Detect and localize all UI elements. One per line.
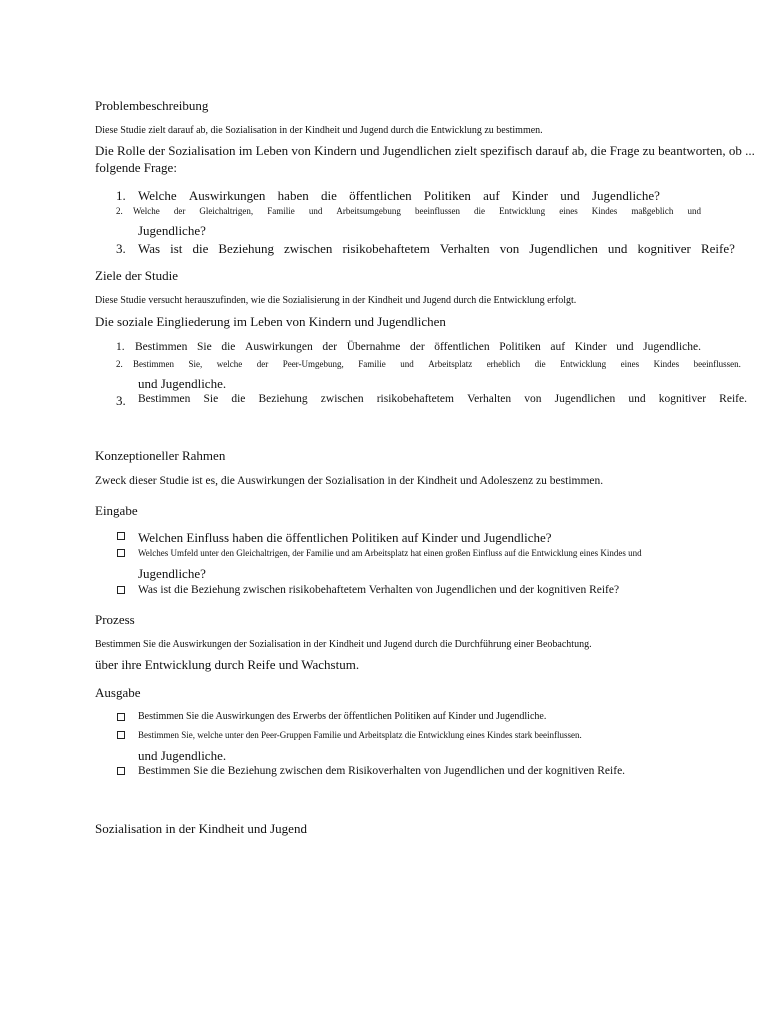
- word: die: [534, 359, 546, 369]
- word: beeinflussen.: [693, 359, 741, 369]
- word: von: [499, 241, 520, 256]
- word: die: [192, 241, 209, 256]
- process-line1: Bestimmen Sie die Auswirkungen der Sozialisation in der Kindheit und Jugend durch die Durchführung einer Beobachtung.: [95, 639, 592, 650]
- framework-intro: Zweck dieser Studie ist es, die Auswirkungen der Sozialisation in der Kindheit und Adoleszenz zu bestimmen.: [95, 475, 604, 487]
- word: Beziehung: [218, 241, 274, 256]
- word: maßgeblich: [631, 206, 674, 216]
- list-number: 2.: [116, 359, 123, 369]
- word: und: [560, 188, 580, 203]
- word: Bestimmen: [133, 359, 174, 369]
- input-item-1: Welchen Einfluss haben die öffentlichen Politiken auf Kinder und Jugendliche?: [138, 530, 552, 545]
- output-item-3: Bestimmen Sie die Beziehung zwischen dem Risikoverhalten von Jugendlichen und der kognitiven Reife.: [138, 765, 626, 777]
- word: haben: [277, 188, 309, 203]
- input-item-3: Was ist die Beziehung zwischen risikobehaftetem Verhalten von Jugendlichen und der kognitiven Reife?: [138, 584, 620, 596]
- list-number: 3.: [116, 393, 126, 408]
- word: risikobehaftetem: [342, 241, 430, 256]
- word: der: [173, 206, 186, 216]
- framework-heading: Konzeptioneller Rahmen: [95, 448, 226, 463]
- word: zwischen: [284, 241, 333, 256]
- word: Arbeitsplatz: [428, 359, 473, 369]
- word: die: [221, 341, 236, 353]
- word: Jugendliche?: [592, 188, 660, 203]
- goals-item-1: [135, 342, 701, 354]
- input-heading: Eingabe: [95, 503, 138, 518]
- word: die: [320, 188, 337, 203]
- word: Jugendlichen: [554, 393, 616, 405]
- output-item-2-continued: und Jugendliche.: [138, 748, 227, 763]
- problem-item-3: [138, 242, 735, 255]
- word: eines: [559, 206, 578, 216]
- list-number: 1.: [116, 341, 125, 353]
- word: Kinder: [574, 341, 607, 353]
- word: erheblich: [486, 359, 521, 369]
- word: Kinder: [511, 188, 549, 203]
- output-heading: Ausgabe: [95, 685, 141, 700]
- word: und: [308, 206, 323, 216]
- goals-item-2: [133, 360, 741, 369]
- problem-item-2-continued: Jugendliche?: [138, 223, 206, 238]
- word: ist: [170, 241, 183, 256]
- word: Verhalten: [439, 241, 490, 256]
- word: Auswirkungen: [188, 188, 266, 203]
- goals-intro: Diese Studie versucht herauszufinden, wie die Sozialisierung in der Kindheit und Jugend durch die Entwicklung erfolgt.: [95, 295, 577, 306]
- problem-line3: folgende Frage:: [95, 160, 177, 175]
- word: zwischen: [320, 393, 364, 405]
- goals-item-2-continued: und Jugendliche.: [138, 376, 227, 391]
- word: kognitiver: [637, 241, 691, 256]
- word: die: [231, 393, 246, 405]
- word: Kindes: [591, 206, 618, 216]
- word: von: [524, 393, 542, 405]
- word: und: [628, 393, 646, 405]
- word: Übernahme: [346, 341, 401, 353]
- checkbox-icon: [117, 731, 125, 739]
- word: Entwicklung: [560, 359, 607, 369]
- word: Welche: [138, 188, 177, 203]
- word: öffentlichen: [349, 188, 412, 203]
- word: der: [256, 359, 269, 369]
- process-heading: Prozess: [95, 612, 135, 627]
- goals-heading: Ziele der Studie: [95, 268, 179, 283]
- word: und: [607, 241, 628, 256]
- word: welche: [216, 359, 243, 369]
- word: Familie: [358, 359, 386, 369]
- word: Beziehung: [258, 393, 308, 405]
- word: kognitiver: [658, 393, 707, 405]
- word: auf: [483, 188, 500, 203]
- word: auf: [550, 341, 566, 353]
- word: Verhalten: [467, 393, 512, 405]
- word: öffentlichen: [434, 341, 490, 353]
- list-number: 2.: [116, 206, 123, 216]
- word: Welche: [133, 206, 160, 216]
- output-item-1: Bestimmen Sie die Auswirkungen des Erwerbs der öffentlichen Politiken auf Kinder und Jugendliche.: [138, 711, 547, 722]
- input-item-2: Welches Umfeld unter den Gleichaltrigen, der Familie und am Arbeitsplatz hat einen großen Einfluss auf die Entwicklung eines Kindes und: [138, 548, 642, 558]
- word: und: [687, 206, 701, 216]
- word: Kindes: [653, 359, 680, 369]
- input-item-2-continued: Jugendliche?: [138, 566, 206, 581]
- problem-item-2: [133, 207, 701, 216]
- goals-item-3: [138, 394, 747, 406]
- checkbox-icon: [117, 713, 125, 721]
- word: Reife.: [719, 393, 747, 405]
- word: der: [409, 341, 425, 353]
- word: Auswirkungen: [245, 341, 313, 353]
- word: Bestimmen: [138, 393, 191, 405]
- word: Entwicklung: [499, 206, 546, 216]
- word: Familie: [267, 206, 295, 216]
- word: die: [474, 206, 486, 216]
- list-number: 1.: [116, 188, 126, 203]
- problem-line2: Die Rolle der Sozialisation im Leben von Kindern und Jugendlichen zielt spezifisch darauf ab, die Frage zu beantworten, ob ...: [95, 143, 755, 158]
- word: und: [616, 341, 634, 353]
- word: Politiken: [423, 188, 471, 203]
- word: risikobehaftetem: [376, 393, 454, 405]
- checkbox-icon: [117, 549, 125, 557]
- checkbox-icon: [117, 586, 125, 594]
- word: Gleichaltrigen,: [199, 206, 254, 216]
- checkbox-icon: [117, 767, 125, 775]
- word: Reife?: [700, 241, 735, 256]
- goals-line2: Die soziale Eingliederung im Leben von Kindern und Jugendlichen: [95, 314, 446, 329]
- word: Jugendliche.: [643, 341, 701, 353]
- word: Jugendlichen: [529, 241, 598, 256]
- word: Arbeitsumgebung: [336, 206, 401, 216]
- word: Peer-Umgebung,: [282, 359, 344, 369]
- word: Bestimmen: [135, 341, 188, 353]
- socialization-heading: Sozialisation in der Kindheit und Jugend: [95, 821, 307, 836]
- output-item-2: Bestimmen Sie, welche unter den Peer-Gruppen Familie und Arbeitsplatz die Entwicklung eines Kindes stark beeinflussen.: [138, 730, 582, 740]
- checkbox-icon: [117, 532, 125, 540]
- word: und: [400, 359, 414, 369]
- list-number: 3.: [116, 241, 126, 256]
- word: beeinflussen: [414, 206, 460, 216]
- word: Politiken: [499, 341, 541, 353]
- problem-intro: Diese Studie zielt darauf ab, die Sozialisation in der Kindheit und Jugend durch die Entwicklung zu bestimmen.: [95, 125, 543, 136]
- process-line2: über ihre Entwicklung durch Reife und Wachstum.: [95, 657, 360, 672]
- word: Sie: [197, 341, 212, 353]
- word: eines: [620, 359, 640, 369]
- problem-item-1: [138, 189, 660, 202]
- word: Sie: [203, 393, 219, 405]
- problem-heading: Problembeschreibung: [95, 98, 209, 113]
- word: Sie,: [188, 359, 203, 369]
- word: Was: [138, 241, 161, 256]
- word: der: [322, 341, 338, 353]
